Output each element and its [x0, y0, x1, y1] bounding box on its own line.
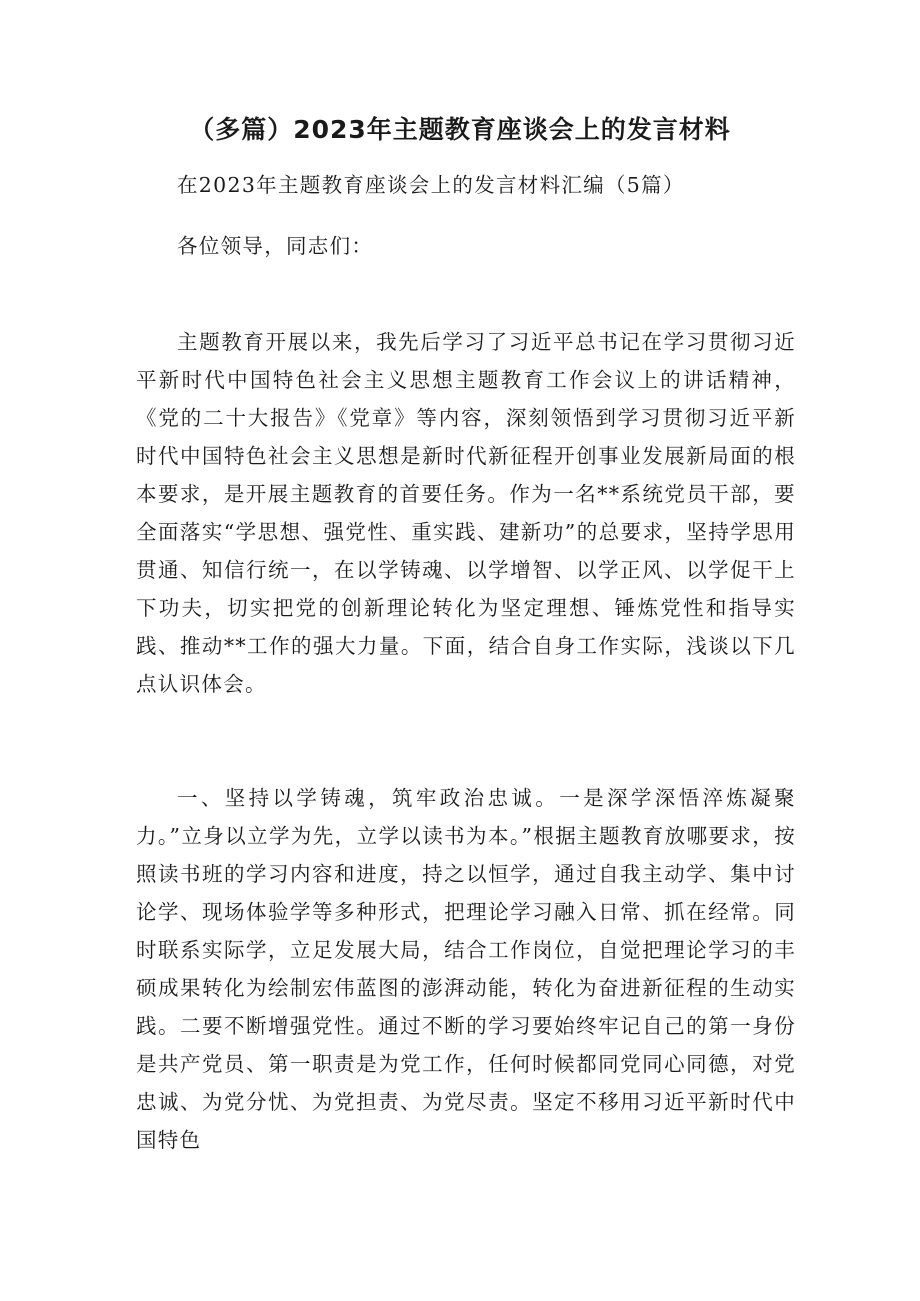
paragraph-intro: 主题教育开展以来，我先后学习了习近平总书记在学习贯彻习近平新时代中国特色社会主义思想主题教育工作会议上的讲话精神，《党的二十大报告》《党章》等内容，深刻领悟到学习贯彻习近平新时代中国特色社会主义思想是新时代新征程开创事业发展新局面的根本要求，是开展主题教育的首要任务。作为一名**系统党员干部，要全面落实“学思想、强党性、重实践、建新功”的总要求，坚持学思用贯通、知信行统一，在以学铸魂、以学增智、以学正风、以学促干上下功夫，切实把党的创新理论转化为坚定理想、锤炼党性和指导实践、推动**工作的强大力量。下面，结合自身工作实际，浅谈以下几点认识体会。 — [136, 330, 796, 696]
document-subtitle: 在2023年主题教育座谈会上的发言材料汇编（5篇） — [177, 173, 685, 197]
greeting: 各位领导，同志们： — [177, 234, 374, 258]
paragraph-section-one: 一、坚持以学铸魂，筑牢政治忠诚。一是深学深悟淬炼凝聚力。”立身以立学为先，立学以读书为本。”根据主题教育放哪要求，按照读书班的学习内容和进度，持之以恒学，通过自我主动学、集中讨论学、现场体验学等多种形式，把理论学习融入日常、抓在经常。同时联系实际学，立足发展大局，结合工作岗位，自觉把理论学习的丰硕成果转化为绘制宏伟蓝图的澎湃动能，转化为奋进新征程的生动实践。二要不断增强党性。通过不断的学习要始终牢记自己的第一身份是共产党员、第一职责是为党工作，任何时候都同党同心同德，对党忠诚、为党分忧、为党担责、为党尽责。坚定不移用习近平新时代中国特色 — [136, 786, 796, 1152]
document-title: （多篇）2023年主题教育座谈会上的发言材料 — [189, 115, 731, 144]
